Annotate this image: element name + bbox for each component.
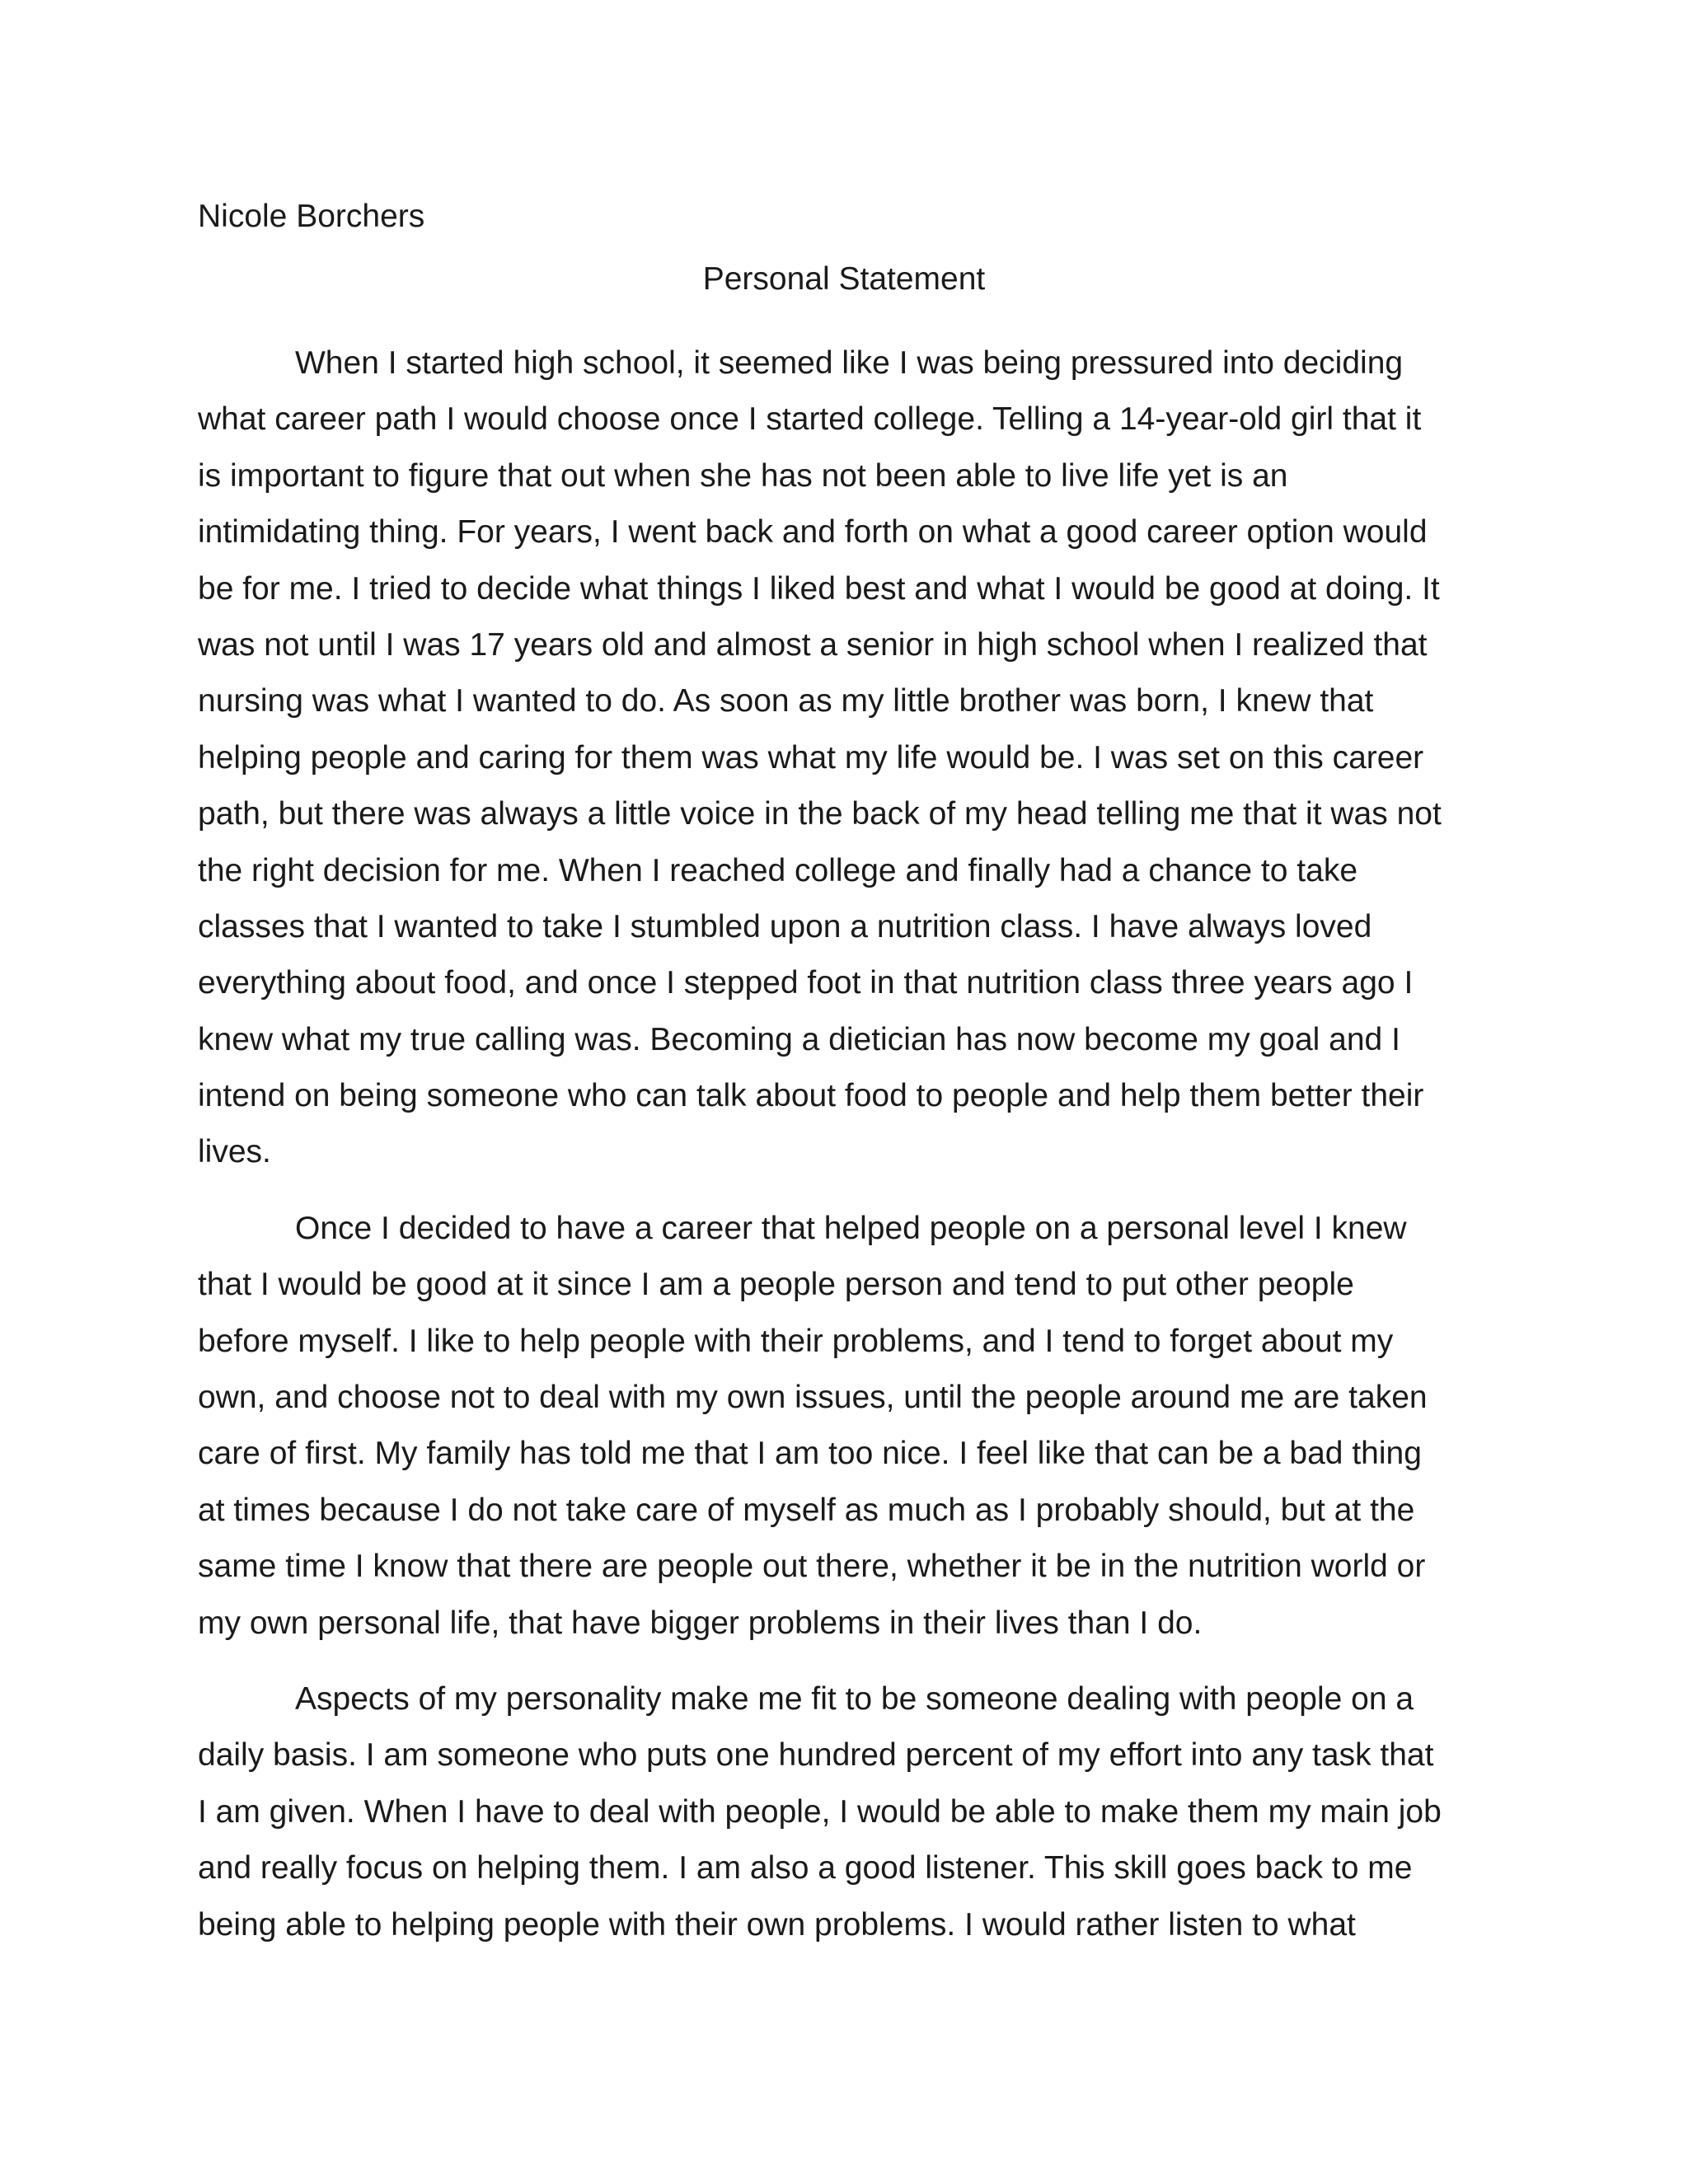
text-line: helping people and caring for them was what my life would be. I was set on this career: [198, 739, 1424, 776]
text-line: everything about food, and once I stepped foot in that nutrition class three years ago I: [198, 965, 1414, 1001]
text-line: what career path I would choose once I started college. Telling a 14-year-old girl that it: [198, 401, 1422, 438]
text-line: When I started high school, it seemed like I was being pressured into deciding: [295, 345, 1404, 381]
text-line: intimidating thing. For years, I went back and forth on what a good career option would: [198, 514, 1428, 551]
text-line: same time I know that there are people out there, whether it be in the nutrition world or: [198, 1549, 1426, 1585]
text-line: path, but there was always a little voice in the back of my head telling me that it was not: [198, 796, 1442, 832]
text-line: care of first. My family has told me that I am too nice. I feel like that can be a bad thing: [198, 1436, 1422, 1472]
text-line: my own personal life, that have bigger problems in their lives than I do.: [198, 1605, 1203, 1641]
text-line: at times because I do not take care of myself as much as I probably should, but at the: [198, 1492, 1415, 1528]
paragraph: [198, 335, 1484, 1181]
text-line: was not until I was 17 years old and almost a senior in high school when I realized that: [198, 626, 1428, 663]
text-line: daily basis. I am someone who puts one hundred percent of my effort into any task that: [198, 1737, 1434, 1774]
text-line: I am given. When I have to deal with people, I would be able to make them my main job: [198, 1793, 1442, 1830]
text-line: nursing was what I wanted to do. As soon as my little brother was born, I knew that: [198, 683, 1374, 719]
text-line: classes that I wanted to take I stumbled upon a nutrition class. I have always loved: [198, 908, 1372, 944]
text-line: the right decision for me. When I reached college and finally had a chance to take: [198, 852, 1358, 888]
paragraph: [198, 1201, 1484, 1652]
paragraph: [198, 1671, 1484, 1953]
text-line: be for me. I tried to decide what things I liked best and what I would be good at doing. It: [198, 570, 1440, 607]
text-line: knew what my true calling was. Becoming a dietician has now become my goal and I: [198, 1021, 1400, 1057]
text-line: before myself. I like to help people with their problems, and I tend to forget about my: [198, 1323, 1394, 1359]
text-line: being able to helping people with their own problems. I would rather listen to what: [198, 1906, 1356, 1943]
document-title: Personal Statement: [702, 261, 986, 297]
text-line: own, and choose not to deal with my own issues, until the people around me are taken: [198, 1380, 1428, 1416]
text-line: intend on being someone who can talk about food to people and help them better their: [198, 1078, 1424, 1114]
text-line: Once I decided to have a career that helped people on a personal level I knew: [295, 1210, 1407, 1246]
document-body: [198, 335, 1484, 1973]
text-line: and really focus on helping them. I am also a good listener. This skill goes back to me: [198, 1850, 1413, 1886]
text-line: is important to figure that out when she has not been able to live life yet is an: [198, 457, 1288, 494]
author-name: Nicole Borchers: [198, 199, 425, 234]
text-line: Aspects of my personality make me fit to be someone dealing with people on a: [295, 1680, 1414, 1717]
text-line: lives.: [198, 1134, 271, 1170]
text-line: that I would be good at it since I am a people person and tend to put other people: [198, 1267, 1354, 1303]
